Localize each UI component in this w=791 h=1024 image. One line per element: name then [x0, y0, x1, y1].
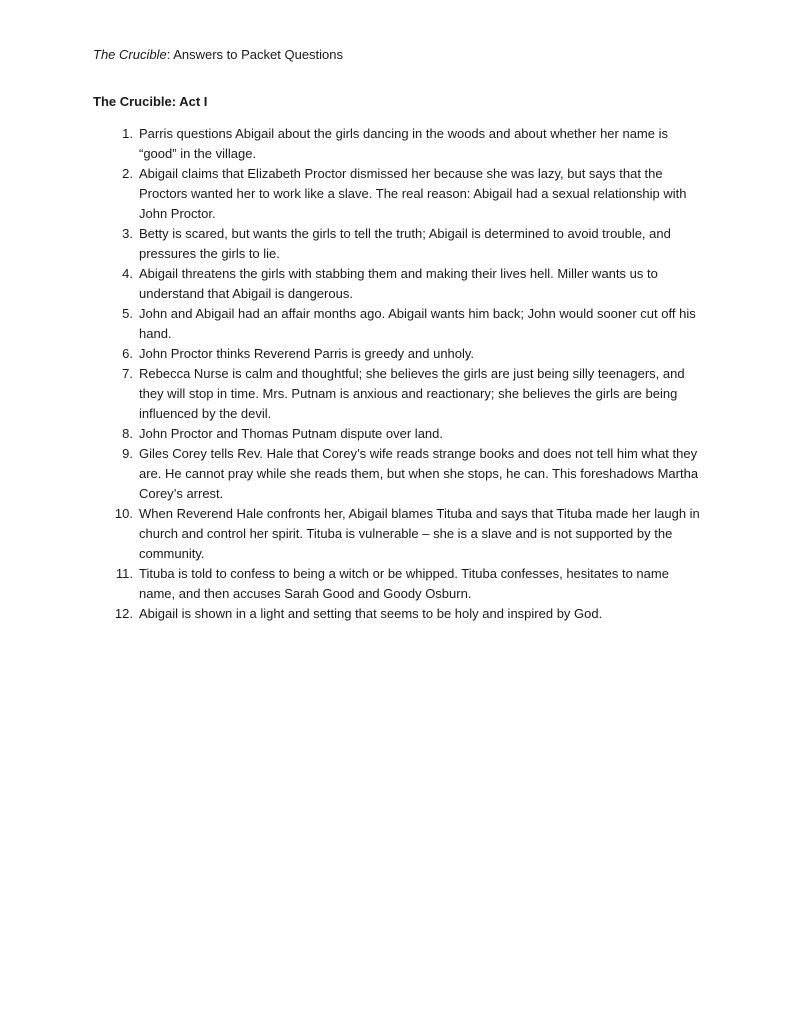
answer-number: 10. — [114, 506, 133, 521]
answer-item — [111, 164, 703, 224]
answer-text: When Reverend Hale confronts her, Abigail blames Tituba and says that Tituba made her laugh in church and control her spirit. Tituba is vulnerable – she is a slave and is not supported by the community. — [139, 506, 700, 561]
answer-text: Betty is scared, but wants the girls to tell the truth; Abigail is determined to avoid trouble, and pressures the girls to lie. — [139, 226, 671, 261]
answer-text: Giles Corey tells Rev. Hale that Corey’s wife reads strange books and does not tell him what they are. He cannot pray while she reads them, but when she stops, he can. This foreshadows Martha Corey’s arrest. — [139, 446, 699, 501]
answer-number: 6. — [122, 346, 133, 361]
answers-list — [111, 124, 703, 624]
answer-text: Rebecca Nurse is calm and thoughtful; she believes the girls are just being silly teenagers, and they will stop in time. Mrs. Putnam is anxious and reactionary; she believes the girls are being influenced by the devil. — [139, 366, 685, 421]
answer-text: John and Abigail had an affair months ago. Abigail wants him back; John would sooner cut off his hand. — [139, 306, 696, 341]
document-header — [93, 45, 343, 65]
answer-number: 12. — [114, 606, 133, 621]
answer-item — [111, 444, 703, 504]
header-title-rest: : Answers to Packet Questions — [166, 47, 344, 62]
header-title-italic: The Crucible — [93, 47, 167, 62]
answer-item — [111, 364, 703, 424]
answer-text: Tituba is told to confess to being a witch or be whipped. Tituba confesses, hesitates to name name, and then accuses Sarah Good and Goody Osburn. — [139, 566, 669, 601]
answer-item — [111, 304, 703, 344]
answer-number: 2. — [122, 166, 133, 181]
answer-number: 11. — [115, 566, 133, 581]
answer-text: Abigail is shown in a light and setting that seems to be holy and inspired by God. — [139, 606, 603, 621]
answer-item — [111, 424, 703, 444]
answer-text: Abigail claims that Elizabeth Proctor dismissed her because she was lazy, but says that the Proctors wanted her to work like a slave. The real reason: Abigail had a sexual relationship with John Proctor. — [139, 166, 687, 221]
answer-item — [111, 224, 703, 264]
answer-item — [111, 564, 703, 604]
answer-item — [111, 124, 703, 164]
section-heading: The Crucible: Act I — [93, 94, 208, 109]
answer-number: 5. — [122, 306, 133, 321]
answer-item — [111, 504, 703, 564]
answer-number: 4. — [122, 266, 133, 281]
answer-number: 1. — [122, 126, 133, 141]
answer-item — [111, 604, 703, 624]
answer-item — [111, 264, 703, 304]
answer-text: John Proctor thinks Reverend Parris is greedy and unholy. — [139, 346, 475, 361]
answer-number: 8. — [122, 426, 133, 441]
answer-number: 7. — [122, 366, 133, 381]
answer-number: 9. — [122, 446, 133, 461]
answer-text: Abigail threatens the girls with stabbing them and making their lives hell. Miller wants us to understand that Abigail is dangerous. — [139, 266, 658, 301]
answer-item — [111, 344, 703, 364]
answer-text: John Proctor and Thomas Putnam dispute over land. — [139, 426, 443, 441]
answer-text: Parris questions Abigail about the girls dancing in the woods and about whether her name is “good” in the village. — [139, 126, 668, 161]
answer-number: 3. — [122, 226, 133, 241]
